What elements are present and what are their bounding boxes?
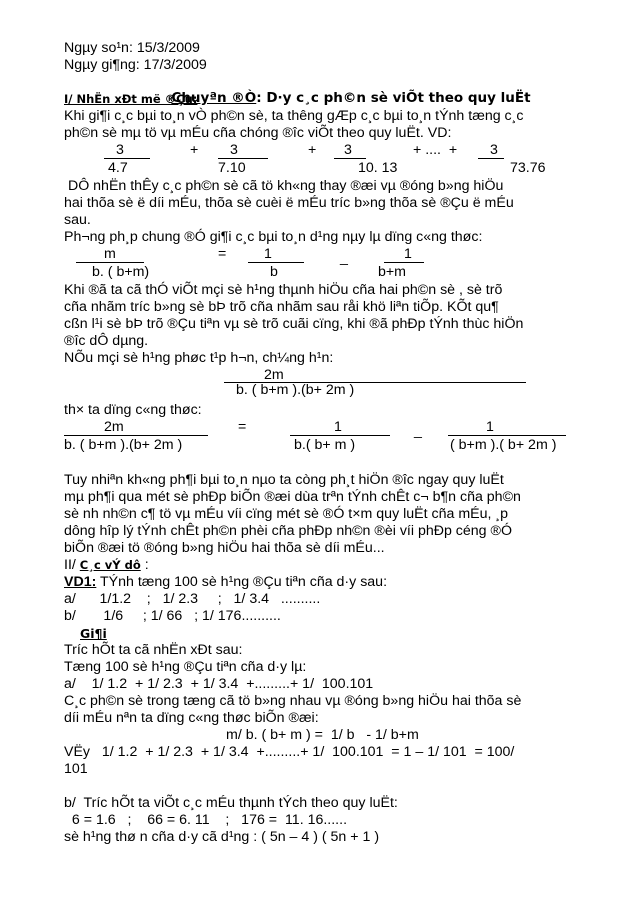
solution-line: Tæng 100 sè h¹ng ®Çu tiªn cña d·y lµ: [64, 659, 307, 675]
ex-num-4: 3 [490, 142, 498, 158]
f2-den: b. ( b+m ).(b+ 2m ) [236, 382, 355, 398]
f1-num-2: 1 [404, 246, 412, 262]
f1-den-1: b. ( b+m) [92, 264, 150, 280]
paragraph-line: DÔ nhËn thÊy c¸c ph©n sè cã tö kh«ng thay ®æi vµ ®óng b»ng hiÖu [64, 178, 504, 194]
intro-line-2: ph©n sè mµ tö vµ mÉu cña chóng ®îc viÕt theo quy luËt. VD: [64, 125, 452, 141]
fraction-bar [334, 158, 366, 159]
date-written: Ngµy so¹n: 15/3/2009 [64, 40, 200, 56]
ex-den-2: 7.10 [218, 160, 246, 176]
paragraph-line: cña nhãm tríc b»ng sè bÞ trõ cña nhãm sau råi khö liªn tiÕp. KÕt qu¶ [64, 299, 499, 315]
f3-num-1: 1 [334, 419, 342, 435]
fraction-bar [76, 262, 144, 263]
solution-heading: Gi¶i [80, 626, 107, 641]
paragraph-line: Ph¬ng ph¸p chung ®Ó gi¶i c¸c bµi to¸n d¹ng nµy lµ dïng c«ng thøc: [64, 229, 483, 245]
page-title [162, 73, 531, 107]
sequence-b: b/ 1/6 ; 1/ 66 ; 1/ 176.......... [64, 608, 281, 624]
ex-den-3: 10. 13 [358, 160, 398, 176]
f1-minus: _ [340, 250, 348, 266]
ex-num-3: 3 [344, 142, 352, 158]
paragraph-line: Khi ®ã ta cã thÓ viÕt mçi sè h¹ng thµnh hiÖu cña hai ph©n sè , sè trõ [64, 282, 503, 298]
paragraph-line: mµ ph¶i qua mét sè phÐp biÕn ®æi dùa trªn tÝnh chÊt c¬ b¶n cña ph©n [64, 489, 521, 505]
paragraph-line: dông hîp lý tÝnh chÊt ph©n phèi cña phÐp nh©n ®èi víi phÐp céng ®Ó [64, 523, 513, 539]
solution-line: sè h¹ng thø n cña d·y cã d¹ng : ( 5n – 4 ) ( 5n + 1 ) [64, 829, 380, 845]
f3-num-2: 1 [486, 419, 494, 435]
fraction-bar [448, 435, 566, 436]
solution-line: 6 = 1.6 ; 66 = 6. 11 ; 176 = 11. 16...... [64, 812, 348, 828]
section-1-heading: I/ NhËn xÐt më ®Çu: [64, 92, 198, 106]
f3-minus: _ [414, 423, 422, 439]
ex-den-4: 73.76 [510, 160, 546, 176]
f1-den-2: b [270, 264, 278, 280]
section-2-heading: II/ C¸c vÝ dô : [64, 557, 149, 573]
title-prefix: Chuyªn ®Ò [171, 90, 257, 106]
f3-den-1: b. ( b+m ).(b+ 2m ) [64, 437, 183, 453]
paragraph-line: hai thõa sè ë díi mÉu, thõa sè cuèi ë mÉu tríc b»ng thõa sè ®Çu ë mÉu [64, 195, 514, 211]
ex-num-1: 3 [116, 142, 124, 158]
ex-plus-2: + [308, 142, 317, 158]
date-taught: Ngµy gi¶ng: 17/3/2009 [64, 57, 207, 73]
solution-line: a/ 1/ 1.2 + 1/ 2.3 + 1/ 3.4 +.........+ 1/ 100.101 [64, 676, 374, 692]
fraction-bar [104, 158, 150, 159]
f3-equals: = [238, 419, 247, 435]
solution-line: C¸c ph©n sè trong tæng cã tö b»ng nhau vµ ®óng b»ng hiÖu hai thõa sè [64, 693, 522, 709]
f1-num-1: 1 [264, 246, 272, 262]
solution-line: VËy 1/ 1.2 + 1/ 2.3 + 1/ 3.4 +.........+ 1/ 100.101 = 1 – 1/ 101 = 100/ [64, 744, 515, 760]
fraction-bar [290, 435, 390, 436]
paragraph-line: th× ta dïng c«ng thøc: [64, 402, 202, 418]
paragraph-line: Tuy nhiªn kh«ng ph¶i bµi to¸n nµo ta còng ph¸t hiÖn ®îc ngay quy luËt [64, 472, 504, 488]
ex-den-1: 4.7 [108, 160, 128, 176]
vd1-text: TÝnh tæng 100 sè h¹ng ®Çu tiªn cña d·y sau: [96, 574, 388, 590]
fraction-bar [64, 435, 208, 436]
paragraph-line: sau. [64, 212, 91, 228]
solution-line: b/ Tríc hÕt ta viÕt c¸c mÉu thµnh tÝch theo quy luËt: [64, 795, 398, 811]
solution-line: Tríc hÕt ta cã nhËn xÐt sau: [64, 642, 243, 658]
paragraph-line: sè nh nh©n c¶ tö vµ mÉu víi cïng mét sè ®Ó t×m quy luËt cña mÉu, ¸p [64, 506, 508, 522]
title-rest: : D·y c¸c ph©n sè viÕt theo quy luËt [256, 90, 531, 106]
paragraph-line: NÕu mçi sè h¹ng phøc t¹p h¬n, ch¼ng h¹n: [64, 350, 334, 366]
intro-line-1: Khi gi¶i c¸c bµi to¸n vÒ ph©n sè, ta thêng gÆp c¸c bµi to¸n tÝnh tæng c¸c [64, 108, 524, 124]
paragraph-line: biÕn ®æi tö ®óng b»ng hiÖu hai thõa sè díi mÉu... [64, 540, 385, 556]
fraction-bar [478, 158, 504, 159]
solution-line: díi mÉu nªn ta dïng c«ng thøc biÕn ®æi: [64, 710, 319, 726]
sequence-a: a/ 1/1.2 ; 1/ 2.3 ; 1/ 3.4 .......... [64, 591, 321, 607]
paragraph-line: cßn l¹i sè bÞ trõ ®Çu tiªn vµ sè trõ cuãi cïng, khi ®ã phÐp tÝnh thùc hiÖn [64, 316, 524, 332]
fraction-bar [218, 158, 268, 159]
example-1-line [64, 574, 387, 591]
fraction-bar [384, 262, 424, 263]
f3-den-3: ( b+m ).( b+ 2m ) [450, 437, 557, 453]
f1-num-m: m [104, 246, 116, 262]
f1-den-3: b+m [378, 264, 406, 280]
ex-num-2: 3 [230, 142, 238, 158]
fraction-bar [248, 262, 304, 263]
solution-formula: m/ b. ( b+ m ) = 1/ b - 1/ b+m [226, 727, 419, 743]
ex-dots: + .... + [413, 142, 458, 158]
f2-num: 2m [264, 367, 284, 383]
ex-plus-1: + [190, 142, 199, 158]
paragraph-line: ®îc dÔ dµng. [64, 333, 149, 349]
f3-den-2: b.( b+ m ) [294, 437, 356, 453]
f3-num-2m: 2m [104, 419, 124, 435]
vd1-label: VD1: [64, 574, 97, 590]
f1-equals: = [218, 246, 227, 262]
solution-line: 101 [64, 761, 88, 777]
